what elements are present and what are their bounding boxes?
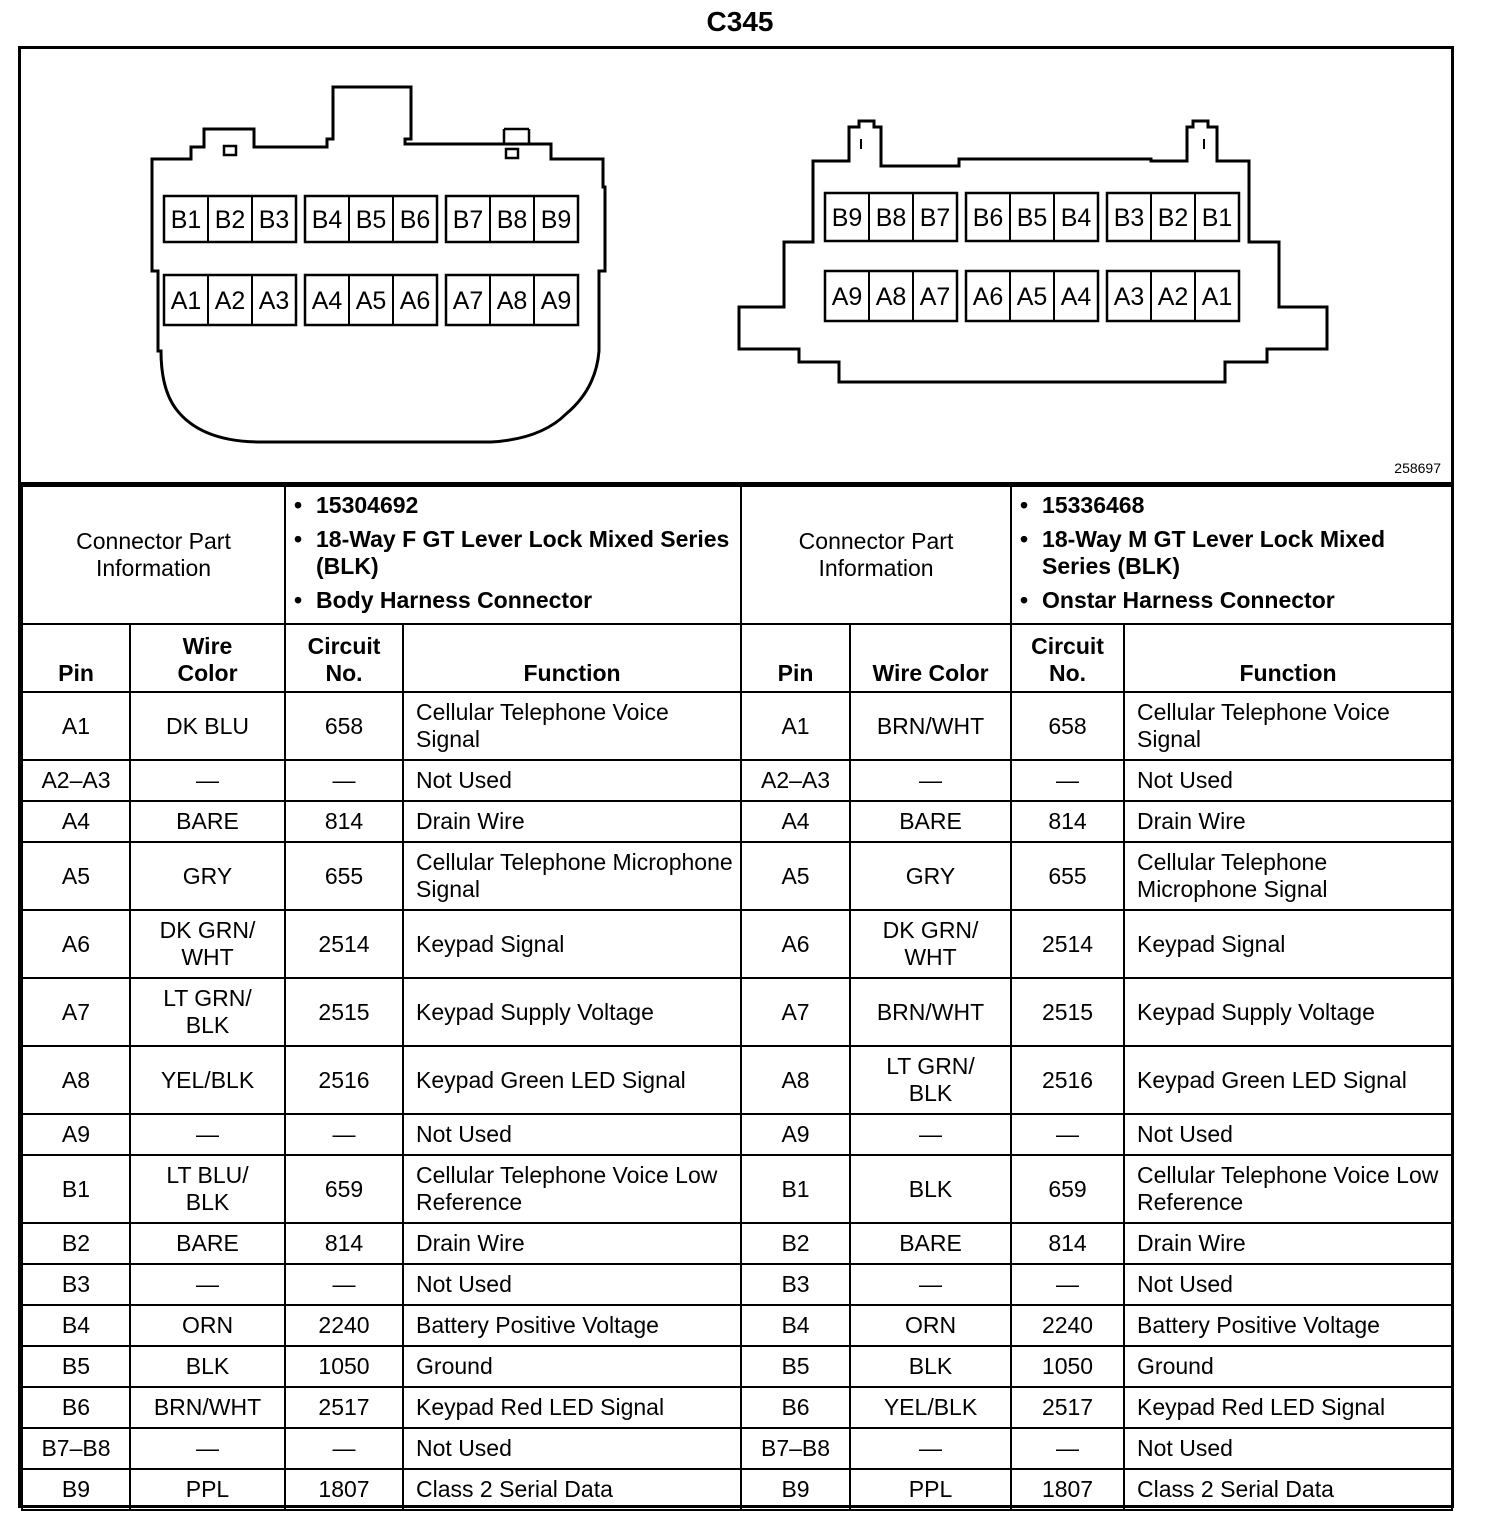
wire-color-text: — [196, 1435, 219, 1461]
pin-cell: A4 [741, 801, 850, 842]
diagram-title: C345 [706, 6, 774, 37]
function-cell: Cellular Telephone Voice Low Reference [403, 1155, 741, 1223]
pin-cell: B7–B8 [22, 1428, 130, 1469]
circuit-cell: — [1011, 1428, 1124, 1469]
pin-cell: B3 [22, 1264, 130, 1305]
wire-color-cell [130, 842, 285, 910]
wire-color-cell [130, 1387, 285, 1428]
table-row [22, 801, 1452, 842]
function-cell: Cellular Telephone Voice Signal [1124, 692, 1452, 760]
pin-label: B4 [1060, 204, 1092, 232]
wire-color-cell [850, 1346, 1011, 1387]
wire-color-text: GRY [905, 862, 956, 889]
wire-color-cell [850, 1469, 1011, 1510]
wire-color-cell [130, 760, 285, 801]
function-cell: Battery Positive Voltage [1124, 1305, 1452, 1346]
wire-color-cell [130, 1469, 285, 1510]
wire-color-cell [850, 1428, 1011, 1469]
table-row [22, 1155, 1452, 1223]
wire-color-text: DK GRN/ WHT [159, 917, 256, 970]
function-cell: Cellular Telephone Voice Low Reference [1124, 1155, 1452, 1223]
pin-cell: A4 [22, 801, 130, 842]
wire-color-cell [850, 1305, 1011, 1346]
pin-cell: B1 [22, 1155, 130, 1223]
wire-color-cell [130, 1428, 285, 1469]
wire-color-text: LT BLU/ BLK [166, 1162, 249, 1215]
pin-cell: A8 [741, 1046, 850, 1114]
circuit-cell: — [285, 760, 403, 801]
pin-label: A4 [1060, 283, 1092, 311]
wire-color-cell [130, 910, 285, 978]
connector-info-item: • Onstar Harness Connector [1018, 587, 1445, 614]
wire-color-cell [850, 760, 1011, 801]
function-cell: Cellular Telephone Microphone Signal [403, 842, 741, 910]
left-top-pin-row [164, 196, 578, 242]
function-cell: Ground [1124, 1346, 1452, 1387]
header-wire-color-left: Wire Color [130, 624, 285, 692]
wire-color-text: BLK [908, 1175, 953, 1202]
pin-cell: B5 [741, 1346, 850, 1387]
connector-info-item: • 18-Way F GT Lever Lock Mixed Series (BLK) [292, 526, 734, 580]
pin-cell: A8 [22, 1046, 130, 1114]
connector-part-info-label-right: Connector Part Information [741, 486, 1011, 624]
wire-color-text: GRY [182, 862, 233, 889]
pin-label: A3 [1113, 283, 1145, 311]
pin-label: A5 [355, 287, 387, 315]
pin-label: B5 [355, 206, 387, 234]
wire-color-text: BLK [185, 1353, 230, 1379]
header-function-right: Function [1124, 624, 1452, 692]
table-header-row [22, 624, 1452, 692]
function-cell: Not Used [403, 1428, 741, 1469]
pin-label: B8 [496, 206, 528, 234]
pin-label: B5 [1016, 204, 1048, 232]
circuit-cell: — [1011, 1114, 1124, 1155]
left-latch-tab [504, 129, 529, 144]
wire-color-text: ORN [904, 1312, 957, 1338]
wire-color-text: PPL [185, 1476, 230, 1502]
table-row [22, 1346, 1452, 1387]
function-cell: Keypad Red LED Signal [1124, 1387, 1452, 1428]
wire-color-cell [130, 1114, 285, 1155]
wire-color-text: YEL/BLK [883, 1394, 978, 1420]
wire-color-text: DK GRN/ WHT [882, 917, 979, 970]
pin-label: B8 [875, 204, 907, 232]
header-circuit-right: Circuit No. [1011, 624, 1124, 692]
circuit-cell: 658 [285, 692, 403, 760]
table-row [22, 1264, 1452, 1305]
pin-cell: B6 [22, 1387, 130, 1428]
pin-label: B3 [1113, 204, 1145, 232]
wire-color-cell [130, 692, 285, 760]
circuit-cell: 2240 [285, 1305, 403, 1346]
wire-color-cell [850, 978, 1011, 1046]
pinout-table [21, 485, 1453, 1511]
function-cell: Drain Wire [403, 801, 741, 842]
table-row [22, 1046, 1452, 1114]
pin-label: B9 [540, 206, 572, 234]
circuit-cell: 1050 [1011, 1346, 1124, 1387]
right-bottom-pin-row [825, 271, 1239, 321]
connector-info-item: • 15304692 [292, 492, 734, 519]
wire-color-cell [130, 1223, 285, 1264]
wire-color-text: BRN/WHT [153, 1394, 262, 1420]
circuit-cell: — [1011, 1264, 1124, 1305]
connector-part-info-right [1011, 486, 1452, 624]
function-cell: Not Used [1124, 760, 1452, 801]
pin-cell: A1 [22, 692, 130, 760]
function-cell: Not Used [1124, 1428, 1452, 1469]
header-wire-color-right: Wire Color [850, 624, 1011, 692]
left-latch-notch-2 [506, 149, 518, 158]
connector-info-row [22, 486, 1452, 624]
pin-cell: A7 [741, 978, 850, 1046]
header-circuit-left: Circuit No. [285, 624, 403, 692]
pin-label: A9 [540, 287, 572, 315]
pin-cell: A9 [741, 1114, 850, 1155]
wire-color-text: — [919, 1271, 943, 1297]
table-row [22, 1305, 1452, 1346]
pin-cell: B4 [22, 1305, 130, 1346]
pin-label: B4 [311, 206, 343, 234]
function-cell: Not Used [403, 1264, 741, 1305]
connector-part-info-left [285, 486, 741, 624]
pin-cell: A1 [741, 692, 850, 760]
wire-color-cell [850, 1155, 1011, 1223]
wire-color-cell [130, 1264, 285, 1305]
right-connector-body [739, 121, 1327, 382]
wire-color-text: PPL [908, 1476, 953, 1502]
wire-color-text: — [196, 1271, 219, 1297]
wire-color-cell [130, 1046, 285, 1114]
function-cell: Keypad Green LED Signal [1124, 1046, 1452, 1114]
wire-color-cell [850, 1223, 1011, 1264]
pin-label: A3 [258, 287, 290, 315]
pin-label: A1 [1201, 283, 1233, 311]
wire-color-text: LT GRN/ BLK [163, 985, 252, 1038]
wire-color-text: BARE [176, 808, 239, 834]
wire-color-cell [850, 842, 1011, 910]
wire-color-text: — [919, 1121, 943, 1147]
pin-cell: A6 [741, 910, 850, 978]
function-cell: Keypad Red LED Signal [403, 1387, 741, 1428]
function-cell: Cellular Telephone Microphone Signal [1124, 842, 1452, 910]
right-latch-ribs [861, 139, 1204, 149]
function-cell: Not Used [1124, 1114, 1452, 1155]
circuit-cell: 1050 [285, 1346, 403, 1387]
pin-label: B7 [919, 204, 951, 232]
wire-color-cell [130, 1346, 285, 1387]
function-cell: Class 2 Serial Data [1124, 1469, 1452, 1510]
pin-label: B2 [214, 206, 246, 234]
pin-label: B6 [972, 204, 1004, 232]
pin-label: B6 [399, 206, 431, 234]
pin-cell: A2–A3 [22, 760, 130, 801]
circuit-cell: 2517 [285, 1387, 403, 1428]
pin-cell: A9 [22, 1114, 130, 1155]
header-pin-left: Pin [22, 624, 130, 692]
wire-color-text: LT GRN/ BLK [886, 1053, 975, 1106]
pin-cell: B3 [741, 1264, 850, 1305]
pin-label: A8 [875, 283, 907, 311]
circuit-cell: 814 [1011, 1223, 1124, 1264]
pin-cell: B6 [741, 1387, 850, 1428]
left-connector-body [152, 87, 605, 442]
connector-info-item: • 15336468 [1018, 492, 1445, 519]
wire-color-text: — [919, 1435, 943, 1461]
function-cell: Cellular Telephone Voice Signal [403, 692, 741, 760]
pin-cell: B5 [22, 1346, 130, 1387]
wire-color-text: BLK [908, 1353, 953, 1379]
table-row [22, 1469, 1452, 1510]
connector-frame [18, 46, 1454, 1508]
circuit-cell: 2515 [1011, 978, 1124, 1046]
wire-color-text: DK BLU [165, 712, 250, 739]
pin-cell: B2 [741, 1223, 850, 1264]
function-cell: Drain Wire [1124, 1223, 1452, 1264]
pin-label: B3 [258, 206, 290, 234]
circuit-cell: 814 [285, 1223, 403, 1264]
pin-cell: B4 [741, 1305, 850, 1346]
wire-color-text: BARE [176, 1230, 239, 1256]
table-row [22, 910, 1452, 978]
figure-number: 258697 [1394, 460, 1441, 476]
pin-cell: B1 [741, 1155, 850, 1223]
circuit-cell: — [285, 1114, 403, 1155]
circuit-cell: — [285, 1264, 403, 1305]
wire-color-cell [850, 1264, 1011, 1305]
pin-label: A6 [399, 287, 431, 315]
connector-diagram [21, 49, 1451, 485]
circuit-cell: 2517 [1011, 1387, 1124, 1428]
wire-color-text: — [196, 1121, 219, 1147]
circuit-cell: 1807 [1011, 1469, 1124, 1510]
pin-label: B9 [831, 204, 863, 232]
function-cell: Keypad Signal [403, 910, 741, 978]
wire-color-cell [850, 1046, 1011, 1114]
circuit-cell: 2514 [1011, 910, 1124, 978]
circuit-cell: — [285, 1428, 403, 1469]
circuit-cell: 658 [1011, 692, 1124, 760]
pin-label: A9 [831, 283, 863, 311]
wire-color-cell [130, 1305, 285, 1346]
circuit-cell: 659 [1011, 1155, 1124, 1223]
pin-cell: A2–A3 [741, 760, 850, 801]
wire-color-cell [850, 1387, 1011, 1428]
left-latch-notch-1 [224, 146, 236, 155]
pin-label: B1 [1201, 204, 1233, 232]
function-cell: Class 2 Serial Data [403, 1469, 741, 1510]
wire-color-cell [850, 910, 1011, 978]
function-cell: Drain Wire [1124, 801, 1452, 842]
table-row [22, 1387, 1452, 1428]
header-pin-right: Pin [741, 624, 850, 692]
table-row [22, 692, 1452, 760]
pin-label: B1 [170, 206, 202, 234]
table-row [22, 1223, 1452, 1264]
function-cell: Battery Positive Voltage [403, 1305, 741, 1346]
connector-face-views [21, 49, 1451, 482]
wire-color-text: ORN [181, 1312, 234, 1338]
pin-label: A1 [170, 287, 202, 315]
wire-color-text: BRN/WHT [876, 998, 985, 1025]
header-function-left: Function [403, 624, 741, 692]
right-top-pin-row [825, 193, 1239, 241]
wire-color-cell [130, 978, 285, 1046]
table-row [22, 1114, 1452, 1155]
pin-label: A7 [452, 287, 484, 315]
pin-label: B2 [1157, 204, 1189, 232]
pin-cell: A5 [22, 842, 130, 910]
pin-label: A2 [214, 287, 246, 315]
circuit-cell: 1807 [285, 1469, 403, 1510]
wire-color-text: BRN/WHT [876, 712, 985, 739]
connector-part-info-label-left: Connector Part Information [22, 486, 285, 624]
function-cell: Drain Wire [403, 1223, 741, 1264]
pin-label: A6 [972, 283, 1004, 311]
pin-cell: A5 [741, 842, 850, 910]
circuit-cell: 2240 [1011, 1305, 1124, 1346]
circuit-cell: — [1011, 760, 1124, 801]
circuit-cell: 2516 [285, 1046, 403, 1114]
pin-label: A5 [1016, 283, 1048, 311]
circuit-cell: 814 [1011, 801, 1124, 842]
wire-color-text: — [196, 767, 219, 793]
circuit-cell: 655 [285, 842, 403, 910]
table-row [22, 760, 1452, 801]
wire-color-text: YEL/BLK [160, 1066, 255, 1093]
pin-cell: A6 [22, 910, 130, 978]
table-row [22, 1428, 1452, 1469]
pin-label: A2 [1157, 283, 1189, 311]
pin-label: B7 [452, 206, 484, 234]
connector-info-item: • 18-Way M GT Lever Lock Mixed Series (BLK) [1018, 526, 1445, 580]
wire-color-text: — [919, 767, 943, 793]
wire-color-cell [850, 1114, 1011, 1155]
function-cell: Ground [403, 1346, 741, 1387]
circuit-cell: 2515 [285, 978, 403, 1046]
wire-color-text: BARE [899, 808, 962, 834]
function-cell: Keypad Green LED Signal [403, 1046, 741, 1114]
pin-cell: B7–B8 [741, 1428, 850, 1469]
connector-info-item: • Body Harness Connector [292, 587, 734, 614]
left-bottom-pin-row [164, 275, 578, 325]
circuit-cell: 814 [285, 801, 403, 842]
wire-color-cell [850, 801, 1011, 842]
pin-cell: A7 [22, 978, 130, 1046]
function-cell: Not Used [1124, 1264, 1452, 1305]
table-row [22, 978, 1452, 1046]
circuit-cell: 659 [285, 1155, 403, 1223]
wire-color-cell [850, 692, 1011, 760]
function-cell: Not Used [403, 760, 741, 801]
function-cell: Keypad Supply Voltage [1124, 978, 1452, 1046]
circuit-cell: 655 [1011, 842, 1124, 910]
wire-color-cell [130, 1155, 285, 1223]
wire-color-text: BARE [899, 1230, 962, 1256]
pin-label: A4 [311, 287, 343, 315]
function-cell: Not Used [403, 1114, 741, 1155]
wire-color-cell [130, 801, 285, 842]
circuit-cell: 2516 [1011, 1046, 1124, 1114]
pin-cell: B2 [22, 1223, 130, 1264]
table-row [22, 842, 1452, 910]
function-cell: Keypad Signal [1124, 910, 1452, 978]
circuit-cell: 2514 [285, 910, 403, 978]
pin-cell: B9 [22, 1469, 130, 1510]
pin-cell: B9 [741, 1469, 850, 1510]
function-cell: Keypad Supply Voltage [403, 978, 741, 1046]
pin-label: A7 [919, 283, 951, 311]
pin-label: A8 [496, 287, 528, 315]
